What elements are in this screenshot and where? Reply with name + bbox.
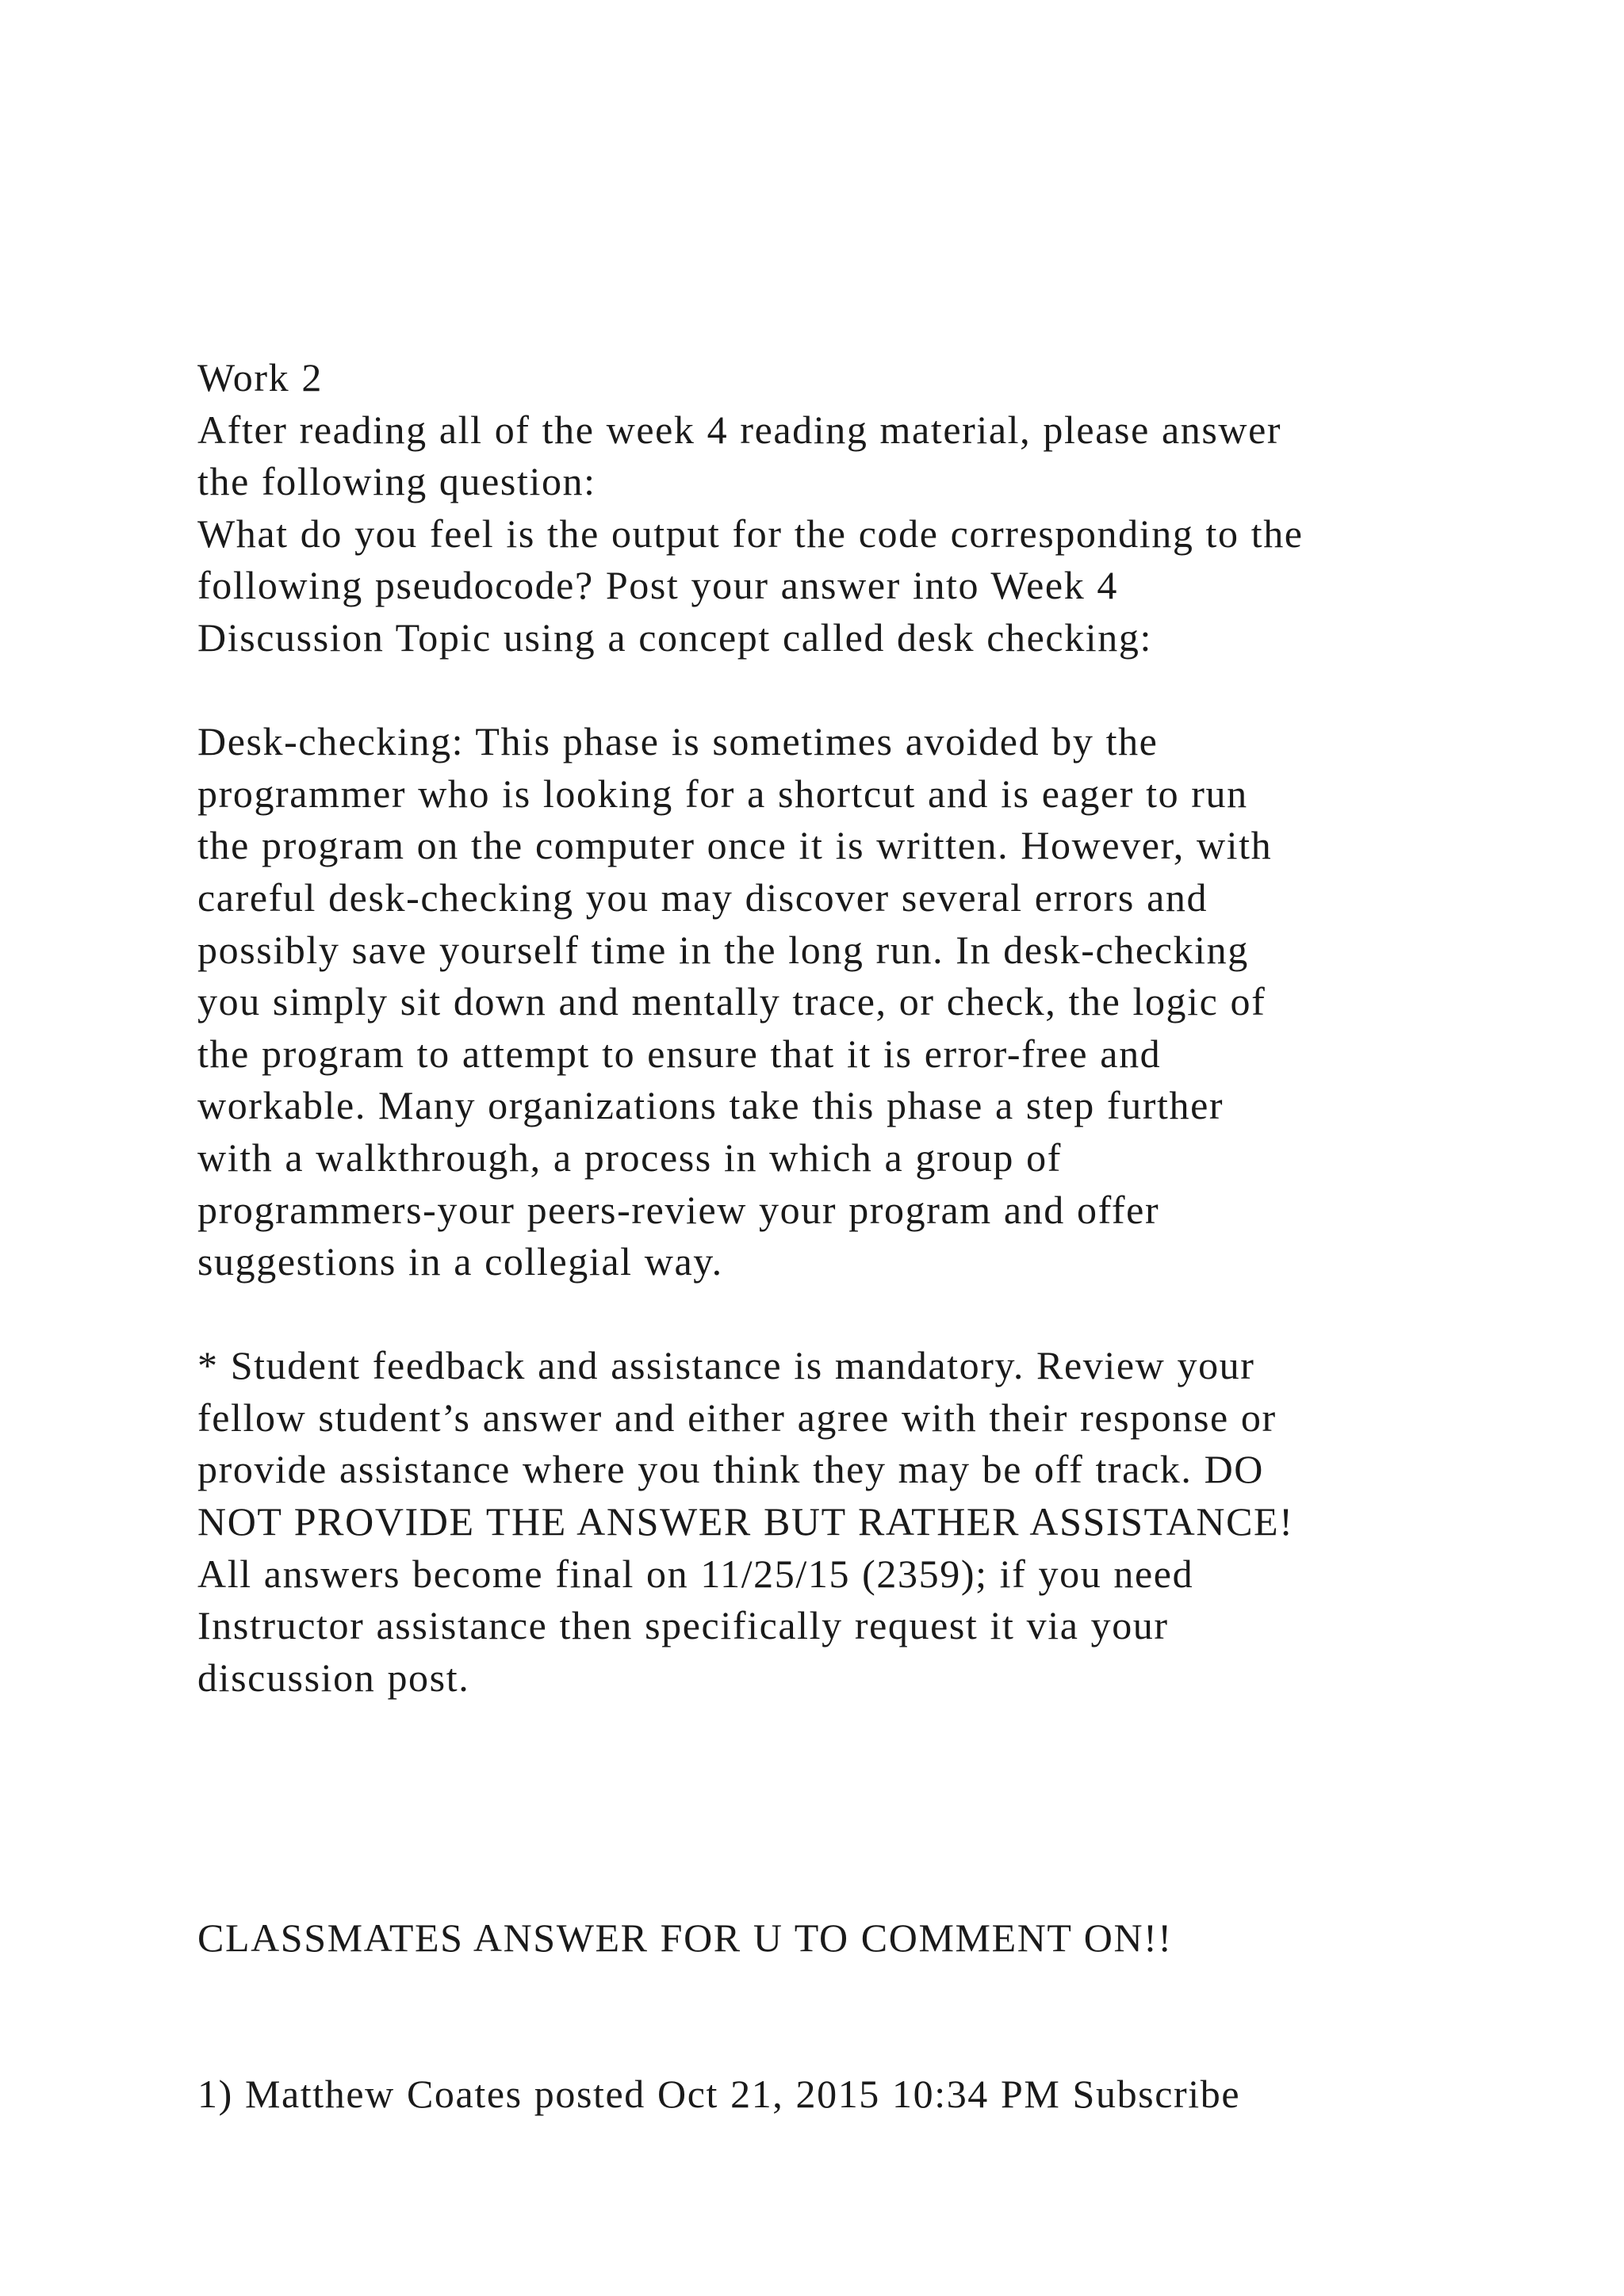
blank-line	[197, 1756, 1498, 1808]
title-line: Work 2	[197, 355, 323, 400]
desk-checking-paragraph-line: workable. Many organizations take this phase a step further	[197, 1083, 1224, 1128]
feedback-paragraph-line: * Student feedback and assistance is mandatory. Review your	[197, 1343, 1255, 1388]
blank-line	[197, 1964, 1498, 2016]
desk-checking-paragraph-line: possibly save yourself time in the long run. In desk-checking	[197, 927, 1249, 972]
document-body	[197, 352, 1498, 2120]
desk-checking-paragraph-line: suggestions in a collegial way.	[197, 1239, 723, 1284]
feedback-paragraph-line: All answers become final on 11/25/15 (2359); if you need	[197, 1551, 1194, 1596]
blank-line	[197, 1288, 1498, 1341]
blank-line	[197, 1808, 1498, 1861]
desk-checking-paragraph-line: programmer who is looking for a shortcut and is eager to run	[197, 771, 1248, 816]
desk-checking-paragraph-line: the program to attempt to ensure that it is error-free and	[197, 1031, 1162, 1076]
feedback-paragraph-line: provide assistance where you think they may be off track. DO	[197, 1447, 1264, 1492]
desk-checking-paragraph-line: you simply sit down and mentally trace, or check, the logic of	[197, 979, 1266, 1024]
instruction-line: After reading all of the week 4 reading material, please answer	[197, 407, 1282, 452]
blank-line	[197, 2016, 1498, 2068]
question-line: following pseudocode? Post your answer into Week 4	[197, 563, 1119, 608]
feedback-paragraph-line: discussion post.	[197, 1655, 470, 1700]
desk-checking-paragraph-line: careful desk-checking you may discover several errors and	[197, 874, 1208, 920]
post-header-line: 1) Matthew Coates posted Oct 21, 2015 10:34 PM Subscribe	[197, 2071, 1241, 2116]
desk-checking-paragraph-line: the program on the computer once it is written. However, with	[197, 823, 1273, 868]
feedback-paragraph-line: NOT PROVIDE THE ANSWER BUT RATHER ASSISTANCE!	[197, 1499, 1294, 1544]
blank-line	[197, 664, 1498, 717]
blank-line	[197, 1704, 1498, 1756]
instruction-line: the following question:	[197, 459, 596, 504]
desk-checking-paragraph-line: programmers-your peers-review your program and offer	[197, 1187, 1160, 1232]
desk-checking-paragraph-line: Desk-checking: This phase is sometimes avoided by the	[197, 719, 1159, 764]
feedback-paragraph-line: fellow student’s answer and either agree with their response or	[197, 1395, 1277, 1440]
section-heading: CLASSMATES ANSWER FOR U TO COMMENT ON!!	[197, 1915, 1173, 1960]
feedback-paragraph-line: Instructor assistance then specifically request it via your	[197, 1603, 1169, 1648]
desk-checking-paragraph-line: with a walkthrough, a process in which a group of	[197, 1135, 1062, 1180]
question-line: Discussion Topic using a concept called desk checking:	[197, 614, 1152, 660]
blank-line	[197, 1860, 1498, 1912]
question-line: What do you feel is the output for the code corresponding to the	[197, 511, 1304, 556]
